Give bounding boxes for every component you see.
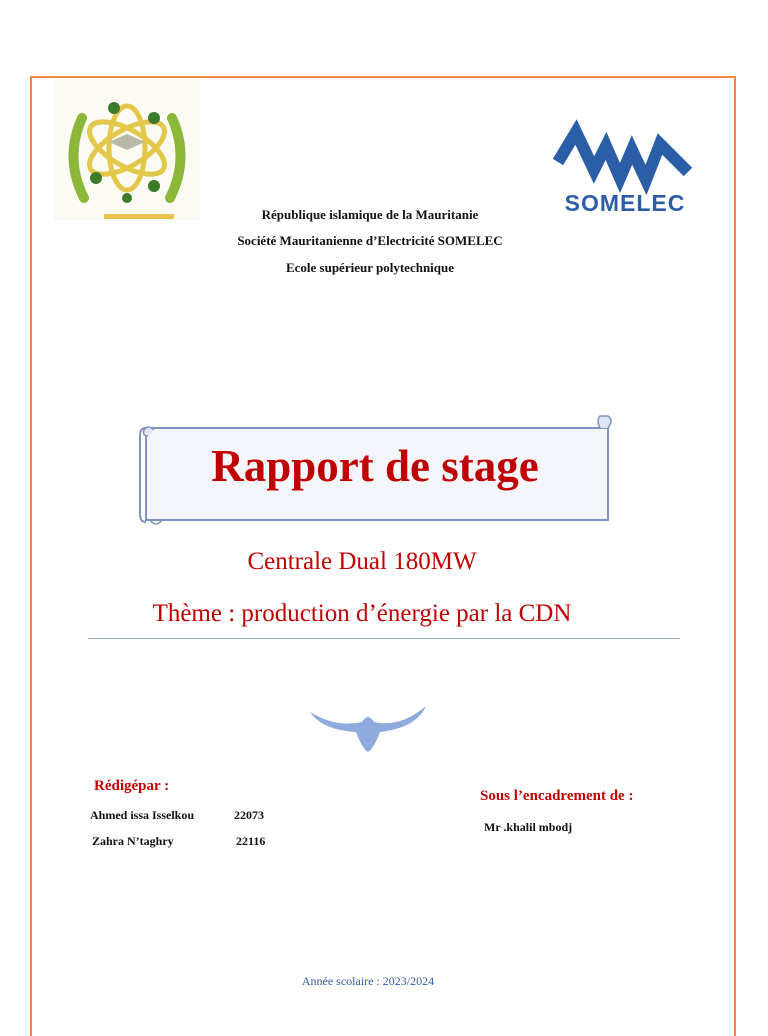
- separator-line: [88, 638, 680, 639]
- academic-year: Année scolaire : 2023/2024: [301, 974, 435, 988]
- author-1-name: Ahmed issa Isselkou: [90, 808, 195, 822]
- header-republic: République islamique de la Mauritanie: [261, 207, 479, 222]
- subtitle-plant: Centrale Dual 180MW: [247, 548, 477, 575]
- header-company: Société Mauritanienne d’Electricité SOMELEC: [237, 233, 503, 248]
- author-1-id: 22073: [234, 808, 264, 822]
- subtitle-theme: Thème : production d’énergie par la CDN: [152, 600, 572, 627]
- header-school: Ecole supérieur polytechnique: [285, 260, 455, 275]
- supervisor-label: Sous l’encadrement de :: [480, 788, 634, 804]
- school-emblem-logo: [54, 78, 200, 220]
- bird-ornament-icon: [306, 698, 430, 754]
- somelec-logo-text: SOMELEC: [564, 190, 686, 216]
- authors-label: Rédigépar :: [94, 778, 170, 794]
- report-title: Rapport de stage: [211, 441, 539, 491]
- author-2-name: Zahra N’taghry: [92, 834, 174, 848]
- author-2-id: 22116: [236, 834, 266, 848]
- supervisor-name: Mr .khalil mbodj: [484, 820, 573, 834]
